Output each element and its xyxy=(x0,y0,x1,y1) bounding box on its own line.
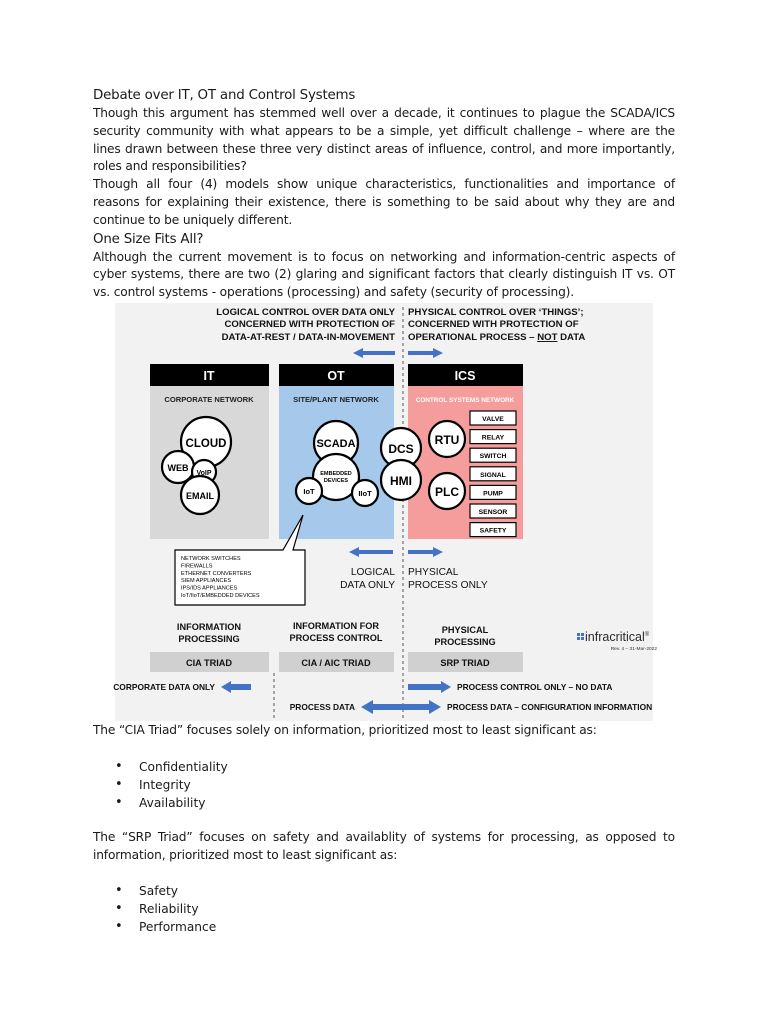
col2-title-1: INFORMATION FOR xyxy=(292,621,380,631)
cia-triad-label: CIA TRIAD xyxy=(185,658,233,668)
srp-triad-label: SRP TRIAD xyxy=(440,658,490,668)
svg-text:infracritical®: infracritical® xyxy=(585,630,650,644)
col1-title-2: PROCESSING xyxy=(178,634,240,644)
document-body xyxy=(93,87,675,302)
embedded-label-1: EMBEDDED xyxy=(320,471,352,477)
list-item: • Reliability xyxy=(93,900,675,918)
ics-item-label: SENSOR xyxy=(478,509,508,516)
process-config-label: PROCESS DATA – CONFIGURATION INFORMATION xyxy=(447,702,653,712)
col3-title-1: PHYSICAL xyxy=(441,625,489,635)
dcs-label: DCS xyxy=(388,442,414,456)
iot-label: IoT xyxy=(303,487,315,496)
ics-header: ICS xyxy=(454,369,476,383)
voip-label: VoIP xyxy=(196,470,212,477)
section-heading-one-size: One Size Fits All? xyxy=(93,231,204,247)
web-label: WEB xyxy=(167,463,189,473)
callout-item-label: SIEM APPLIANCES xyxy=(181,578,232,585)
ics-item-label: VALVE xyxy=(482,416,504,423)
srp-intro: The “SRP Triad” focuses on safety and availablity of systems for processing, as opposed to information, prioritized most to least significant as: xyxy=(93,829,675,862)
plc-label: PLC xyxy=(435,485,459,499)
list-item: • Safety xyxy=(93,882,675,900)
logical-label-1: LOGICAL xyxy=(350,567,395,578)
col3-title-2: PROCESSING xyxy=(434,637,496,647)
top-left-line3: DATA-AT-REST / DATA-IN-MOVEMENT xyxy=(221,332,395,343)
top-right-line1: PHYSICAL CONTROL OVER ‘THINGS’; xyxy=(408,307,584,318)
callout-item-label: FIREWALLS xyxy=(181,563,213,570)
top-left-line1: LOGICAL CONTROL OVER DATA ONLY xyxy=(216,307,395,318)
callout-item-label: NETWORK SWITCHES xyxy=(181,556,241,562)
paragraph-debate-2: Though all four (4) models show unique characteristics, functionalities and importance of reasons for explaining their existence, there is something to be said about why they are and continue to be uniquely different. xyxy=(93,177,675,227)
cia-list xyxy=(93,758,675,812)
logical-label-2: DATA ONLY xyxy=(340,580,395,591)
triad-descriptions xyxy=(93,722,675,936)
email-label: EMAIL xyxy=(186,491,214,501)
hmi-label: HMI xyxy=(390,474,412,488)
ics-subheader: CONTROL SYSTEMS NETWORK xyxy=(415,397,515,404)
list-item: • Integrity xyxy=(93,776,675,794)
rtu-label: RTU xyxy=(434,433,460,447)
top-left-line2: CONCERNED WITH PROTECTION OF xyxy=(224,319,395,330)
paragraph-one-size: Although the current movement is to focus on networking and information-centric aspects of cyber systems, there are two (2) glaring and significant factors that clearly distinguish IT vs. OT vs. control systems - operations (processing) and safety (security of processing). xyxy=(93,249,675,300)
cloud-label: CLOUD xyxy=(185,438,227,450)
ot-header: OT xyxy=(327,369,345,383)
cia-aic-triad-label: CIA / AIC TRIAD xyxy=(301,658,371,668)
list-item: • Performance xyxy=(93,918,675,936)
physical-label-1: PHYSICAL xyxy=(408,567,459,578)
col1-title-1: INFORMATION xyxy=(176,622,242,632)
scada-label: SCADA xyxy=(316,438,356,450)
revision-label: Rev. 4 – 31-Mar-2022 xyxy=(610,647,657,652)
srp-list xyxy=(93,882,675,936)
process-control-label: PROCESS CONTROL ONLY – NO DATA xyxy=(457,682,613,692)
paragraph-debate-1: Though this argument has stemmed well over a decade, it continues to plague the SCADA/ICS security community with what appears to be a simple, yet difficult challenge – where are the lines drawn between these three very distinct areas of influence, control, and more importantly, roles and responsibilities? xyxy=(93,106,675,174)
callout-item-label: ETHERNET CONVERTERS xyxy=(181,570,252,577)
ics-item-label: SIGNAL xyxy=(480,471,506,479)
embedded-label-2: DEVICES xyxy=(323,478,349,484)
ics-item-list xyxy=(470,411,516,537)
it-subheader: CORPORATE NETWORK xyxy=(164,395,254,404)
ics-item-label: RELAY xyxy=(481,434,505,442)
process-data-label: PROCESS DATA xyxy=(289,702,355,712)
ics-item-label: SWITCH xyxy=(479,453,507,461)
list-item: • Confidentiality xyxy=(93,758,675,776)
section-heading-debate: Debate over IT, OT and Control Systems xyxy=(93,88,356,103)
callout-item-label: IoT/IIoT/EMBEDDED DEVICES xyxy=(181,593,260,599)
ot-subheader: SITE/PLANT NETWORK xyxy=(293,395,379,404)
top-right-line2: CONCERNED WITH PROTECTION OF xyxy=(408,319,579,330)
it-header: IT xyxy=(203,369,215,383)
physical-label-2: PROCESS ONLY xyxy=(408,580,488,591)
corporate-data-label: CORPORATE DATA ONLY xyxy=(113,682,215,692)
ics-item-label: SAFETY xyxy=(479,527,507,535)
col2-title-2: PROCESS CONTROL xyxy=(289,633,383,643)
callout-item-label: IPS/IDS APPLIANCES xyxy=(181,585,238,592)
list-item: • Availability xyxy=(93,794,675,812)
it-ot-ics-diagram xyxy=(93,303,675,721)
cia-intro: The “CIA Triad” focuses solely on information, prioritized most to least significant as: xyxy=(93,723,597,737)
top-right-line3: OPERATIONAL PROCESS – NOT DATA xyxy=(408,332,586,343)
ics-item-label: PUMP xyxy=(483,490,503,498)
iiot-label: IIoT xyxy=(358,489,372,498)
